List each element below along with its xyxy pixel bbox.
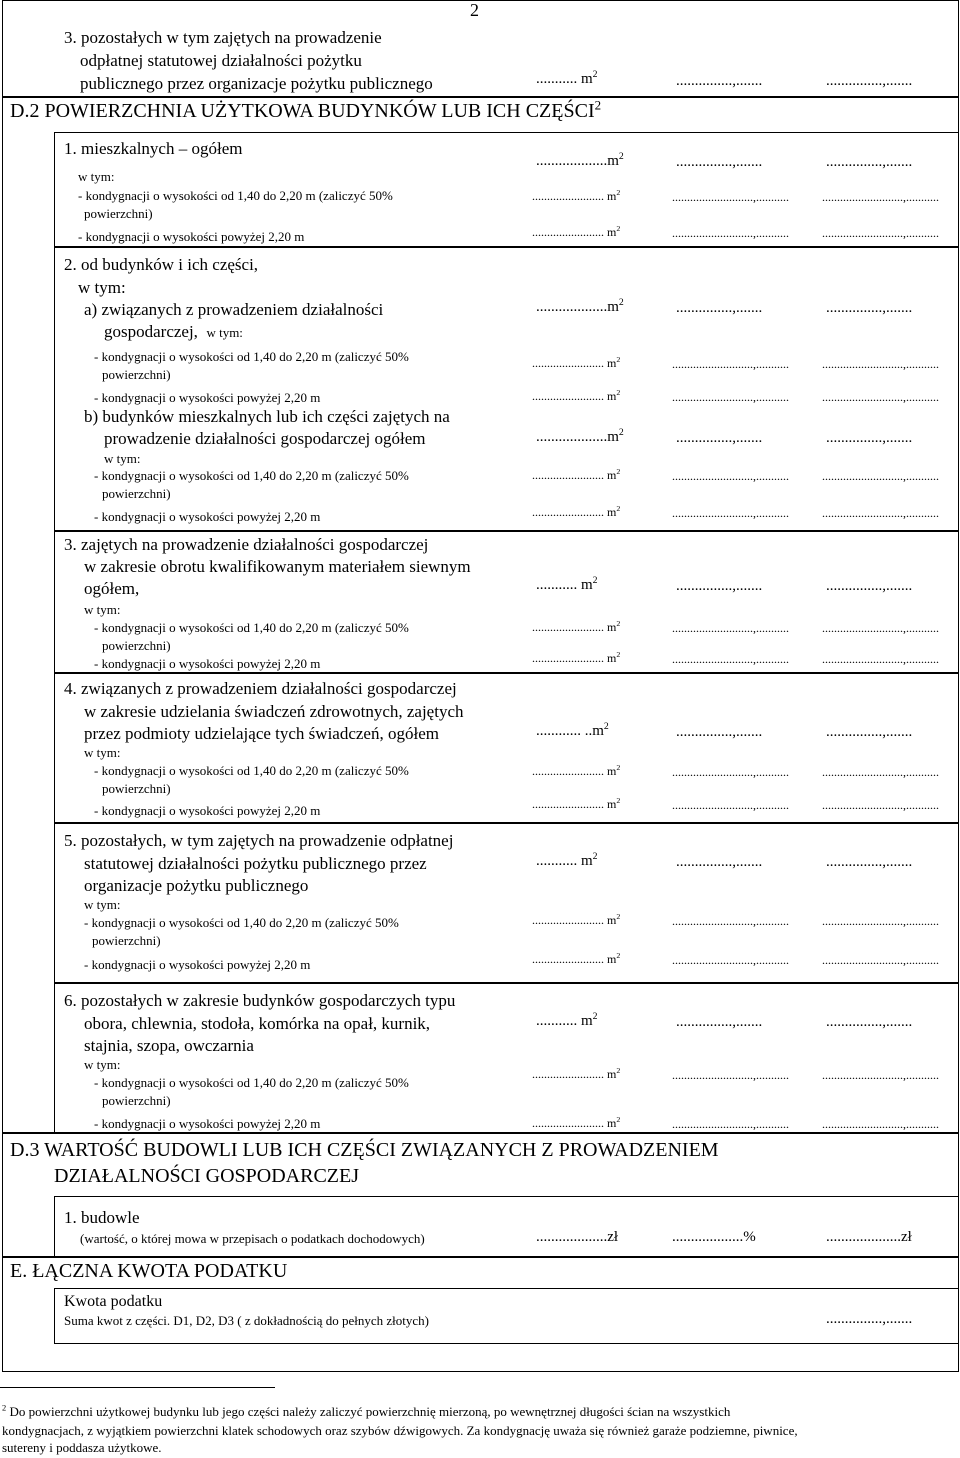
sub2b-total-val2-field[interactable]: ...............,.......: [826, 430, 913, 446]
sub5-row2-val2-field[interactable]: ...........................,...........: [822, 953, 939, 967]
sub4-line3: przez podmioty udzielające tych świadczeń, ogółem: [84, 724, 439, 743]
sub6-row1-val2-field[interactable]: ...........................,...........: [822, 1068, 939, 1082]
sub3-row2: - kondygnacji o wysokości powyżej 2,20 m: [94, 656, 321, 671]
sub6-row1b: powierzchni): [102, 1093, 171, 1108]
sub3-row2-val1-field[interactable]: ...........................,...........: [672, 652, 789, 666]
sub6-row2-val1-field[interactable]: ...........................,...........: [672, 1117, 789, 1131]
sub1-row1b: powierzchni): [84, 206, 153, 221]
sub2a-total-val2-field[interactable]: ...............,.......: [826, 300, 913, 316]
sub3-total-val2-field[interactable]: ...............,.......: [826, 578, 913, 594]
sub4-total-val1-field[interactable]: ...............,.......: [676, 724, 763, 740]
footnote-line2: kondygnacjach, z wyjątkiem powierzchni klatek schodowych oraz szybów dźwigowych. Za kondygnację uważa się również garaże podziemne, piwnice,: [2, 1423, 798, 1438]
sub1-row2: - kondygnacji o wysokości powyżej 2,20 m: [78, 229, 305, 244]
sub4-row1b: powierzchni): [102, 781, 171, 796]
sub5-row1-val1-field[interactable]: ...........................,...........: [672, 914, 789, 928]
sub1-row1a: - kondygnacji o wysokości od 1,40 do 2,20 m (zaliczyć 50%: [78, 188, 393, 203]
sub2b-row1-val1-field[interactable]: ...........................,...........: [672, 469, 789, 483]
sub4-row1-val2-field[interactable]: ...........................,...........: [822, 765, 939, 779]
sub4-total-area-field[interactable]: ............ $..m^2$: [536, 721, 609, 739]
sub1-title: 1. mieszkalnych – ogółem: [64, 139, 243, 158]
sub5-row1a: - kondygnacji o wysokości od 1,40 do 2,20 m (zaliczyć 50%: [84, 915, 399, 930]
sub3-row2-val2-field[interactable]: ...........................,...........: [822, 652, 939, 666]
d3-heading-line2: DZIAŁALNOŚCI GOSPODARCZEJ: [54, 1165, 360, 1187]
sub5-line3: organizacje pożytku publicznego: [84, 876, 309, 895]
item3-line3: publicznego przez organizacje pożytku publicznego: [80, 74, 433, 93]
sub4-row2-area-field[interactable]: ........................ $m^2$: [532, 796, 621, 811]
e-label: Kwota podatku: [64, 1293, 163, 1310]
item3-value2-field[interactable]: ...............,.......: [826, 73, 913, 89]
sub4-row1-val1-field[interactable]: ...........................,...........: [672, 765, 789, 779]
sub6-total-val2-field[interactable]: ...............,.......: [826, 1014, 913, 1030]
sub1-total-area-field[interactable]: $...................m^2$: [536, 151, 624, 169]
sub5-total-val2-field[interactable]: ...............,.......: [826, 854, 913, 870]
sub2-a-line2: gospodarczej, w tym:: [104, 322, 243, 341]
sub2-b-w-tym: w tym:: [104, 451, 141, 466]
sub2-b-line2: prowadzenie działalności gospodarczej ogółem: [104, 429, 426, 448]
sub2a-total-val1-field[interactable]: ...............,.......: [676, 300, 763, 316]
sub3-line2: w zakresie obrotu kwalifikowanym materiałem siewnym: [84, 557, 471, 576]
d2-inner-frame-2: [54, 246, 959, 532]
sub3-line3: ogółem,: [84, 579, 140, 598]
sub1-total-val1-field[interactable]: ...............,.......: [676, 154, 763, 170]
sub2b-row2-val1-field[interactable]: ...........................,...........: [672, 506, 789, 520]
sub6-total-val1-field[interactable]: ...............,.......: [676, 1014, 763, 1030]
sub2b-row2-area-field[interactable]: ........................ $m^2$: [532, 504, 621, 519]
sub5-row2-val1-field[interactable]: ...........................,...........: [672, 953, 789, 967]
sub6-row2-area-field[interactable]: ........................ $m^2$: [532, 1115, 621, 1130]
sub3-w-tym: w tym:: [84, 602, 121, 617]
sub6-row1a: - kondygnacji o wysokości od 1,40 do 2,20 m (zaliczyć 50%: [94, 1075, 409, 1090]
sub4-line1: 4. związanych z prowadzeniem działalności gospodarczej: [64, 679, 457, 698]
sub2-a-row2: - kondygnacji o wysokości powyżej 2,20 m: [94, 390, 321, 405]
sub4-row1a: - kondygnacji o wysokości od 1,40 do 2,20 m (zaliczyć 50%: [94, 763, 409, 778]
d3-inner-frame: [54, 1196, 959, 1258]
sub3-row1a: - kondygnacji o wysokości od 1,40 do 2,20 m (zaliczyć 50%: [94, 620, 409, 635]
sub2-b-row1b: powierzchni): [102, 486, 171, 501]
sub5-total-val1-field[interactable]: ...............,.......: [676, 854, 763, 870]
item3-area-field[interactable]: ........... $m^2$: [536, 69, 598, 87]
sub2-w-tym: w tym:: [78, 278, 126, 297]
sub6-line3: stajnia, szopa, owczarnia: [84, 1036, 254, 1055]
sub5-row1b: powierzchni): [92, 933, 161, 948]
d3-value-percent-field[interactable]: ...................%: [672, 1229, 756, 1245]
d3-value-tax-field[interactable]: ....................zł: [826, 1229, 912, 1245]
sub4-row2-val1-field[interactable]: ...........................,...........: [672, 798, 789, 812]
sub5-row1-area-field[interactable]: ........................ $m^2$: [532, 912, 621, 927]
sub4-row2: - kondygnacji o wysokości powyżej 2,20 m: [94, 803, 321, 818]
sub1-row2-val1-field[interactable]: ...........................,...........: [672, 226, 789, 240]
sub2b-row1-area-field[interactable]: ........................ $m^2$: [532, 467, 621, 482]
e-heading: E. ŁĄCZNA KWOTA PODATKU: [10, 1260, 288, 1282]
sub5-line2: statutowej działalności pożytku publicznego przez: [84, 854, 427, 873]
sub1-total-val2-field[interactable]: ...............,.......: [826, 154, 913, 170]
sub2a-row1-val1-field[interactable]: ...........................,...........: [672, 357, 789, 371]
sub4-line2: w zakresie udzielania świadczeń zdrowotnych, zajętych: [84, 702, 464, 721]
e-note: Suma kwot z części. D1, D2, D3 ( z dokładnością do pełnych złotych): [64, 1313, 429, 1328]
sub5-row2-area-field[interactable]: ........................ $m^2$: [532, 951, 621, 966]
e-tax-value-field[interactable]: ...............,.......: [826, 1311, 913, 1327]
sub2b-row2-val2-field[interactable]: ...........................,...........: [822, 506, 939, 520]
sub2a-row1-area-field[interactable]: ........................ $m^2$: [532, 355, 621, 370]
sub1-row1-val1-field[interactable]: ...........................,...........: [672, 190, 789, 204]
sub5-row2: - kondygnacji o wysokości powyżej 2,20 m: [84, 957, 311, 972]
sub5-line1: 5. pozostałych, w tym zajętych na prowadzenie odpłatnej: [64, 831, 454, 850]
item3-value1-field[interactable]: ...............,.......: [676, 73, 763, 89]
sub2a-row2-area-field[interactable]: ........................ $m^2$: [532, 388, 621, 403]
footnote-separator: [0, 1387, 275, 1388]
sub6-row1-area-field[interactable]: ........................ $m^2$: [532, 1066, 621, 1081]
footnote-line1: $^2$ Do powierzchni użytkowej budynku lub jego części należy zaliczyć powierzchnię mierzoną, po wewnętrznej długości ścian na wszystkich: [2, 1402, 731, 1419]
d3-item1-note: (wartość, o której mowa w przepisach o podatkach dochodowych): [80, 1231, 425, 1246]
sub6-row1-val1-field[interactable]: ...........................,...........: [672, 1068, 789, 1082]
sub3-row2-area-field[interactable]: ........................ $m^2$: [532, 650, 621, 665]
sub2-a-line1: a) związanych z prowadzeniem działalności: [84, 300, 384, 319]
sub4-w-tym: w tym:: [84, 745, 121, 760]
sub6-total-area-field[interactable]: ........... $m^2$: [536, 1011, 598, 1029]
sub6-row2-val2-field[interactable]: ...........................,...........: [822, 1117, 939, 1131]
page-number: 2: [470, 0, 479, 20]
sub3-row1-area-field[interactable]: ........................ $m^2$: [532, 619, 621, 634]
sub2a-row1-val2-field[interactable]: ...........................,...........: [822, 357, 939, 371]
sub2a-row2-val2-field[interactable]: ...........................,...........: [822, 390, 939, 404]
sub4-row1-area-field[interactable]: ........................ $m^2$: [532, 763, 621, 778]
sub2-b-line1: b) budynków mieszkalnych lub ich części zajętych na: [84, 407, 450, 426]
sub5-total-area-field[interactable]: ........... $m^2$: [536, 851, 598, 869]
sub2-title: 2. od budynków i ich części,: [64, 255, 259, 274]
sub1-row2-area-field[interactable]: ........................ $m^2$: [532, 224, 621, 239]
sub1-row1-val2-field[interactable]: ...........................,...........: [822, 190, 939, 204]
item3-line1: 3. pozostałych w tym zajętych na prowadzenie: [64, 28, 382, 47]
sub2b-total-area-field[interactable]: $...................m^2$: [536, 427, 624, 445]
d3-heading-line1: D.3 WARTOŚĆ BUDOWLI LUB ICH CZĘŚCI ZWIĄZANYCH Z PROWADZENIEM: [10, 1139, 719, 1161]
sub5-w-tym: w tym:: [84, 897, 121, 912]
sub2b-total-val1-field[interactable]: ...............,.......: [676, 430, 763, 446]
sub3-row1b: powierzchni): [102, 638, 171, 653]
sub2-a-row1a: - kondygnacji o wysokości od 1,40 do 2,20 m (zaliczyć 50%: [94, 349, 409, 364]
sub6-line2: obora, chlewnia, stodoła, komórka na opał, kurnik,: [84, 1014, 431, 1033]
sub3-total-area-field[interactable]: ........... $m^2$: [536, 575, 598, 593]
sub2a-row2-val1-field[interactable]: ...........................,...........: [672, 390, 789, 404]
sub6-line1: 6. pozostałych w zakresie budynków gospodarczych typu: [64, 991, 456, 1010]
sub1-w-tym: w tym:: [78, 169, 115, 184]
d3-item1-label: 1. budowle: [64, 1208, 140, 1227]
sub2-a-row1b: powierzchni): [102, 367, 171, 382]
sub2b-row1-val2-field[interactable]: ...........................,...........: [822, 469, 939, 483]
sub5-row1-val2-field[interactable]: ...........................,...........: [822, 914, 939, 928]
sub4-total-val2-field[interactable]: ...............,.......: [826, 724, 913, 740]
item3-line2: odpłatnej statutowej działalności pożytku: [80, 51, 362, 70]
sub3-line1: 3. zajętych na prowadzenie działalności gospodarczej: [64, 535, 429, 554]
sub1-row1-area-field[interactable]: ........................ $m^2$: [532, 188, 621, 203]
sub2-b-row1a: - kondygnacji o wysokości od 1,40 do 2,20 m (zaliczyć 50%: [94, 468, 409, 483]
d2-heading: D.2 POWIERZCHNIA UŻYTKOWA BUDYNKÓW LUB ICH CZĘŚCI$^2$: [10, 97, 602, 122]
sub3-row1-val1-field[interactable]: ...........................,...........: [672, 621, 789, 635]
sub6-w-tym: w tym:: [84, 1057, 121, 1072]
sub2-b-row2: - kondygnacji o wysokości powyżej 2,20 m: [94, 509, 321, 524]
d3-value-zl-field[interactable]: ...................zł: [536, 1229, 619, 1245]
sub3-row1-val2-field[interactable]: ...........................,...........: [822, 621, 939, 635]
sub6-row2: - kondygnacji o wysokości powyżej 2,20 m: [94, 1116, 321, 1131]
footnote-line3: sutereny i poddasza użytkowe.: [2, 1440, 162, 1455]
sub2a-total-area-field[interactable]: $...................m^2$: [536, 297, 624, 315]
sub3-total-val1-field[interactable]: ...............,.......: [676, 578, 763, 594]
sub1-row2-val2-field[interactable]: ...........................,...........: [822, 226, 939, 240]
sub4-row2-val2-field[interactable]: ...........................,...........: [822, 798, 939, 812]
